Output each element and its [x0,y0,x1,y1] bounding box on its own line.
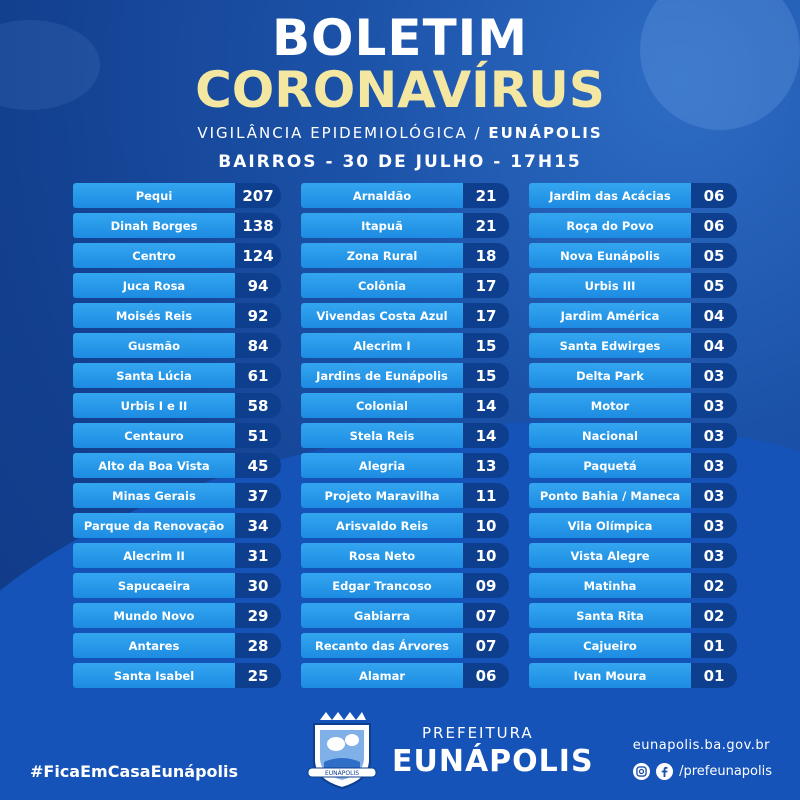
case-count: 05 [691,243,737,268]
table-row [301,393,513,418]
neighborhood-name: Rosa Neto [301,543,463,568]
case-count: 03 [691,513,737,538]
neighborhood-name: Jardim das Acácias [529,183,691,208]
prefeitura-label: PREFEITURA [422,724,534,742]
case-count: 11 [463,483,509,508]
neighborhood-name: Jardim América [529,303,691,328]
header [0,9,800,172]
case-count: 17 [463,273,509,298]
table-row [301,663,513,688]
case-count: 01 [691,633,737,658]
neighborhood-name: Ivan Moura [529,663,691,688]
case-count: 04 [691,333,737,358]
table-row [73,393,285,418]
table-row [73,303,285,328]
table-row [301,303,513,328]
neighborhood-name: Vista Alegre [529,543,691,568]
case-count: 29 [235,603,281,628]
neighborhood-name: Cajueiro [529,633,691,658]
case-count: 01 [691,663,737,688]
neighborhood-name: Recanto das Árvores [301,633,463,658]
case-count: 30 [235,573,281,598]
table-row [529,603,741,628]
table-row [73,633,285,658]
case-count: 84 [235,333,281,358]
neighborhood-name: Alamar [301,663,463,688]
column-2 [301,183,513,693]
neighborhood-name: Urbis I e II [73,393,235,418]
case-count: 14 [463,423,509,448]
neighborhood-name: Stela Reis [301,423,463,448]
neighborhood-name: Edgar Trancoso [301,573,463,598]
crest-text: EUNÁPOLIS [324,770,360,777]
case-count: 17 [463,303,509,328]
neighborhood-name: Juca Rosa [73,273,235,298]
neighborhood-name: Vila Olímpica [529,513,691,538]
table-row [301,573,513,598]
case-count: 02 [691,603,737,628]
subtitle [0,124,800,142]
case-count: 10 [463,543,509,568]
neighborhood-name: Mundo Novo [73,603,235,628]
hashtag: #FicaEmCasaEunápolis [30,762,239,781]
table-row [529,663,741,688]
case-count: 124 [235,243,281,268]
neighborhood-name: Paquetá [529,453,691,478]
neighborhood-name: Dinah Borges [73,213,235,238]
neighborhood-name: Nacional [529,423,691,448]
case-count: 03 [691,393,737,418]
table-row [73,183,285,208]
table-row [301,243,513,268]
table-row [73,213,285,238]
table-row [529,273,741,298]
subtitle-city: EUNÁPOLIS [488,124,603,142]
table-row [73,363,285,388]
case-count: 25 [235,663,281,688]
table-row [301,603,513,628]
column-1 [73,183,285,693]
table-row [529,513,741,538]
case-count: 28 [235,633,281,658]
case-count: 13 [463,453,509,478]
table-row [529,393,741,418]
case-count: 207 [235,183,281,208]
neighborhood-name: Alecrim II [73,543,235,568]
neighborhood-name: Roça do Povo [529,213,691,238]
case-count: 02 [691,573,737,598]
footer [0,700,800,800]
table-row [301,633,513,658]
neighborhood-name: Parque da Renovação [73,513,235,538]
neighborhood-name: Urbis III [529,273,691,298]
city-crest-icon [306,710,378,792]
table-row [529,333,741,358]
table-row [529,453,741,478]
neighborhood-name: Alecrim I [301,333,463,358]
neighborhood-name: Santa Edwirges [529,333,691,358]
neighborhood-name: Centauro [73,423,235,448]
bulletin-date: BAIRROS - 30 DE JULHO - 17H15 [218,152,582,172]
table-row [73,333,285,358]
table-row [529,423,741,448]
case-count: 14 [463,393,509,418]
case-count: 09 [463,573,509,598]
neighborhood-name: Delta Park [529,363,691,388]
table-row [529,573,741,598]
table-row [73,453,285,478]
neighborhood-name: Sapucaeira [73,573,235,598]
neighborhood-name: Santa Isabel [73,663,235,688]
table-row [301,483,513,508]
case-count: 51 [235,423,281,448]
table-row [529,303,741,328]
neighborhood-name: Arisvaldo Reis [301,513,463,538]
table-row [529,243,741,268]
table-row [529,633,741,658]
neighborhood-name: Jardins de Eunápolis [301,363,463,388]
table-row [529,213,741,238]
neighborhood-name: Alegria [301,453,463,478]
case-count: 61 [235,363,281,388]
table-row [301,543,513,568]
neighborhood-name: Gabiarra [301,603,463,628]
facebook-icon[interactable] [656,763,673,780]
table-row [73,603,285,628]
social-links [633,763,772,780]
table-row [73,243,285,268]
table-row [73,663,285,688]
neighborhood-name: Zona Rural [301,243,463,268]
title-line2: CORONAVÍRUS [195,61,605,119]
social-handle[interactable]: /prefeunapolis [679,764,772,779]
case-count: 21 [463,213,509,238]
neighborhood-name: Nova Eunápolis [529,243,691,268]
neighborhood-name: Gusmão [73,333,235,358]
table-row [73,543,285,568]
case-count: 06 [463,663,509,688]
case-count: 03 [691,423,737,448]
table-row [301,273,513,298]
neighborhood-name: Antares [73,633,235,658]
table-row [529,363,741,388]
neighborhood-name: Projeto Maravilha [301,483,463,508]
case-count: 138 [235,213,281,238]
instagram-icon[interactable] [633,763,650,780]
neighborhood-name: Centro [73,243,235,268]
website-link[interactable]: eunapolis.ba.gov.br [632,738,770,753]
case-count: 45 [235,453,281,478]
table-row [301,213,513,238]
case-count: 07 [463,633,509,658]
case-count: 03 [691,543,737,568]
case-count: 37 [235,483,281,508]
case-count: 04 [691,303,737,328]
neighborhood-name: Moisés Reis [73,303,235,328]
neighborhood-name: Pequi [73,183,235,208]
neighborhood-name: Motor [529,393,691,418]
table-row [301,183,513,208]
case-count: 06 [691,213,737,238]
table-row [301,513,513,538]
table-row [301,453,513,478]
case-count: 34 [235,513,281,538]
neighborhood-name: Arnaldão [301,183,463,208]
case-count: 31 [235,543,281,568]
case-count: 15 [463,333,509,358]
neighborhood-name: Ponto Bahia / Maneca [529,483,691,508]
table-row [529,543,741,568]
neighborhood-name: Itapuã [301,213,463,238]
table-row [529,483,741,508]
table-row [529,183,741,208]
table-row [301,423,513,448]
column-3 [529,183,741,693]
case-count: 10 [463,513,509,538]
case-count: 05 [691,273,737,298]
neighborhood-name: Minas Gerais [73,483,235,508]
table-row [73,513,285,538]
neighborhood-name: Colonial [301,393,463,418]
neighborhood-name: Santa Lúcia [73,363,235,388]
case-count: 92 [235,303,281,328]
case-count: 15 [463,363,509,388]
case-count: 03 [691,483,737,508]
case-count: 03 [691,363,737,388]
table-row [301,333,513,358]
case-count: 21 [463,183,509,208]
table-row [73,423,285,448]
subtitle-prefix: VIGILÂNCIA EPIDEMIOLÓGICA / [197,124,489,142]
table-row [73,273,285,298]
case-count: 94 [235,273,281,298]
neighborhood-name: Vivendas Costa Azul [301,303,463,328]
case-count: 58 [235,393,281,418]
neighborhood-name: Colônia [301,273,463,298]
neighborhood-name: Santa Rita [529,603,691,628]
table-row [73,483,285,508]
neighborhood-name: Alto da Boa Vista [73,453,235,478]
table-row [73,573,285,598]
case-count: 18 [463,243,509,268]
case-count: 06 [691,183,737,208]
prefeitura-name: EUNÁPOLIS [392,744,594,779]
case-count: 03 [691,453,737,478]
table-row [301,363,513,388]
title-line1: BOLETIM [271,9,529,67]
neighborhood-name: Matinha [529,573,691,598]
case-count: 07 [463,603,509,628]
